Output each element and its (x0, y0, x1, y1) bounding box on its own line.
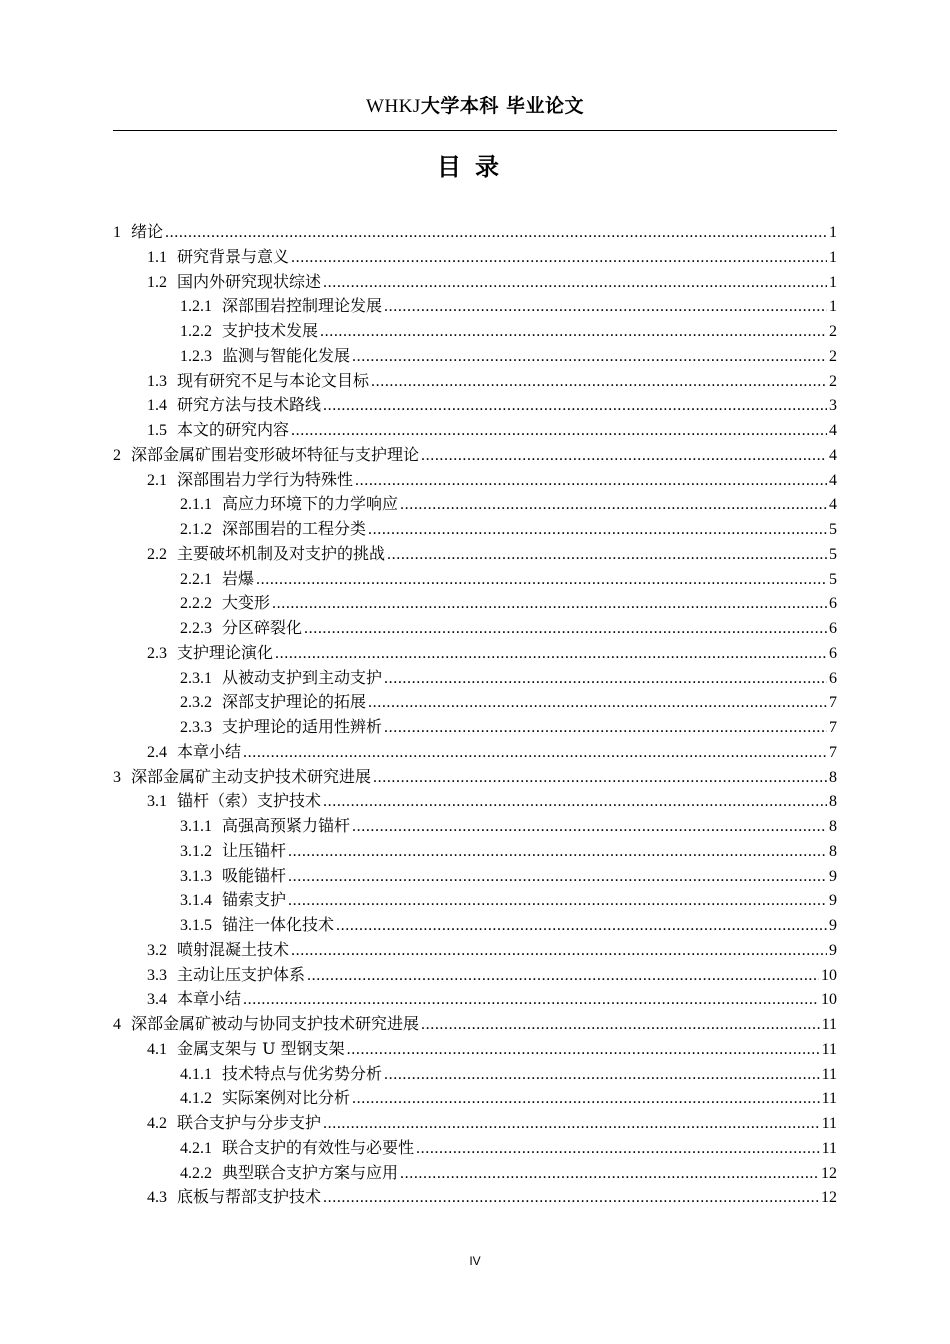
toc-entry-page: 4 (829, 471, 837, 489)
toc-entry-page: 8 (829, 818, 837, 835)
toc-entry[interactable] (113, 567, 837, 592)
toc-entry[interactable] (113, 1012, 837, 1037)
header-rule (113, 130, 837, 131)
toc-entry[interactable] (113, 963, 837, 988)
toc-entry[interactable] (113, 1161, 837, 1186)
toc-entry-page: 4 (829, 422, 837, 439)
toc-dot-leader (384, 1063, 820, 1088)
toc-dot-leader (243, 741, 827, 766)
toc-entry-title: 实际案例对比分析 (222, 1088, 351, 1108)
toc-entry[interactable] (113, 294, 837, 319)
toc-entry-number: 2.3.3 (180, 719, 212, 736)
toc-entry-title: 深部围岩控制理论发展 (222, 296, 383, 316)
toc-entry-number: 1.4 (147, 397, 167, 415)
toc-dot-leader (355, 469, 827, 494)
toc-dot-leader (275, 642, 827, 667)
toc-entry-page: 5 (829, 545, 837, 563)
toc-entry-title: 让压锚杆 (222, 840, 287, 860)
toc-entry-title: 支护理论演化 (177, 642, 274, 662)
toc-title: 目录 (437, 153, 513, 181)
toc-entry-title: 支护技术发展 (222, 321, 319, 340)
toc-entry-page: 7 (829, 694, 837, 712)
toc-entry[interactable] (113, 270, 837, 295)
toc-entry-page: 9 (829, 941, 837, 959)
toc-entry-title: 联合支护与分步支护 (177, 1113, 322, 1132)
toc-entry-page: 6 (829, 669, 837, 687)
toc-dot-leader (256, 568, 827, 593)
toc-entry-title: 绪论 (131, 222, 164, 241)
toc-entry-page: 9 (829, 892, 837, 910)
toc-entry[interactable] (113, 641, 837, 666)
toc-entry[interactable] (113, 938, 837, 963)
toc-entry[interactable] (113, 591, 837, 616)
toc-entry[interactable] (113, 987, 837, 1012)
toc-entry-number: 3.1.3 (180, 867, 212, 885)
toc-entry-title: 锚索支护 (222, 890, 287, 910)
toc-entry-title: 监测与智能化发展 (222, 345, 351, 365)
toc-entry-page: 1 (829, 273, 837, 291)
toc-dot-leader (272, 592, 827, 617)
toc-entry-number: 2.3.1 (180, 669, 212, 687)
toc-entry-page: 5 (829, 570, 837, 588)
toc-entry[interactable] (113, 492, 837, 517)
toc-entry-number: 4.1.1 (180, 1065, 212, 1083)
toc-entry-number: 1.5 (147, 422, 167, 439)
toc-entry-number: 4.2.1 (180, 1139, 212, 1157)
toc-entry-title: 锚杆（索）支护技术 (177, 791, 322, 811)
toc-entry-number: 3 (113, 768, 121, 786)
toc-entry-page: 2 (829, 323, 837, 340)
toc-dot-leader (400, 1162, 819, 1187)
toc-entry[interactable] (113, 1111, 837, 1136)
toc-entry-page: 6 (829, 620, 837, 637)
toc-dot-leader (421, 1013, 820, 1038)
toc-dot-leader (384, 667, 827, 692)
toc-entry-page: 11 (821, 1090, 837, 1108)
toc-dot-leader (291, 939, 827, 964)
toc-entry-number: 1.2.3 (180, 347, 212, 365)
toc-entry-title: 本章小结 (177, 741, 242, 761)
toc-entry-title: 国内外研究现状综述 (177, 271, 322, 291)
toc-entry[interactable] (113, 344, 837, 369)
toc-entry-number: 3.1.2 (180, 842, 212, 860)
toc-entry[interactable] (113, 1086, 837, 1111)
toc-dot-leader (352, 345, 827, 370)
toc-entry-title: 深部支护理论的拓展 (222, 692, 367, 712)
toc-entry-title: 技术特点与优劣势分析 (222, 1063, 383, 1083)
toc-entry[interactable] (113, 690, 837, 715)
toc-entry-title: 研究背景与意义 (177, 246, 290, 266)
toc-entry[interactable] (113, 715, 837, 740)
toc-entry-title: 现有研究不足与本论文目标 (177, 370, 370, 390)
toc-entry[interactable] (113, 245, 837, 270)
toc-entry-page: 12 (821, 1164, 837, 1182)
toc-entry-number: 3.1.1 (180, 818, 212, 835)
toc-entry[interactable] (113, 369, 837, 394)
toc-entry-number: 4.2.2 (180, 1164, 212, 1182)
toc-dot-leader (400, 493, 827, 518)
toc-entry-number: 2 (113, 446, 121, 464)
toc-entry-number: 2.2.2 (180, 595, 212, 613)
toc-entry-title: 研究方法与技术路线 (177, 395, 322, 415)
toc-entry[interactable] (113, 220, 837, 245)
toc-entry-page: 11 (821, 1065, 837, 1083)
toc-entry-page: 6 (829, 595, 837, 613)
toc-dot-leader (421, 444, 827, 469)
toc-entry[interactable] (113, 864, 837, 889)
toc-entry-title: 支护理论的适用性辨析 (222, 717, 383, 736)
toc-entry[interactable] (113, 616, 837, 641)
toc-entry-page: 1 (829, 224, 837, 241)
toc-entry-page: 4 (829, 446, 837, 464)
toc-dot-leader (368, 691, 827, 716)
toc-entry-number: 1.3 (147, 372, 167, 390)
toc-dot-leader (288, 840, 827, 865)
toc-entry-page: 10 (821, 991, 837, 1009)
toc-dot-leader (384, 295, 827, 320)
toc-entry-number: 2.1.1 (180, 496, 212, 514)
toc-entry-title: 主要破坏机制及对支护的挑战 (177, 543, 386, 563)
toc-entry-number: 4.3 (147, 1189, 167, 1207)
toc-entry-page: 4 (829, 496, 837, 514)
page-number: IV (469, 1254, 481, 1268)
header-latin: WHKJ (366, 96, 421, 117)
toc-entry-title: 岩爆 (222, 568, 255, 588)
toc-dot-leader (307, 964, 819, 989)
toc-entry-number: 3.1.4 (180, 892, 212, 910)
toc-entry-number: 2.2.3 (180, 620, 212, 637)
toc-entry[interactable] (113, 443, 837, 468)
toc-dot-leader (368, 518, 827, 543)
toc-entry-number: 1 (113, 224, 121, 241)
toc-entry-title: 金属支架与 U 型钢支架 (177, 1038, 345, 1058)
toc-entry-title: 底板与帮部支护技术 (177, 1187, 322, 1207)
toc-entry-number: 2.3 (147, 644, 167, 662)
toc-entry-number: 4.1.2 (180, 1090, 212, 1108)
toc-dot-leader (352, 815, 827, 840)
toc-entry-page: 9 (829, 867, 837, 885)
toc-dot-leader (373, 766, 827, 791)
toc-entry-title: 高强高预紧力锚杆 (222, 816, 351, 835)
toc-entry-number: 4 (113, 1016, 121, 1033)
toc-list (113, 220, 837, 1210)
toc-entry-title: 喷射混凝土技术 (177, 939, 290, 959)
toc-entry-page: 2 (829, 372, 837, 390)
toc-entry-title: 深部围岩力学行为特殊性 (177, 469, 354, 489)
toc-entry-number: 3.1.5 (180, 917, 212, 934)
toc-entry-title: 深部金属矿被动与协同支护技术研究进展 (131, 1014, 420, 1033)
toc-entry[interactable] (113, 888, 837, 913)
toc-dot-leader (347, 1038, 820, 1063)
toc-dot-leader (387, 543, 827, 568)
toc-entry-number: 3.4 (147, 991, 167, 1009)
toc-entry[interactable] (113, 1185, 837, 1210)
toc-entry-number: 3.3 (147, 966, 167, 984)
toc-entry-page: 11 (821, 1115, 837, 1132)
toc-entry-page: 1 (829, 248, 837, 266)
toc-entry-title: 从被动支护到主动支护 (222, 667, 383, 687)
toc-entry-number: 1.1 (147, 248, 167, 266)
toc-entry[interactable] (113, 1037, 837, 1062)
toc-entry-page: 7 (829, 719, 837, 736)
header-cjk: 大学本科 毕业论文 (420, 95, 584, 117)
toc-entry[interactable] (113, 913, 837, 938)
running-header (113, 94, 837, 119)
toc-entry[interactable] (113, 542, 837, 567)
toc-dot-leader (243, 988, 819, 1013)
toc-entry-title: 深部金属矿主动支护技术研究进展 (131, 766, 372, 786)
toc-entry-number: 2.3.2 (180, 694, 212, 712)
toc-entry-page: 7 (829, 743, 837, 761)
toc-dot-leader (165, 221, 827, 246)
toc-entry[interactable] (113, 418, 837, 443)
toc-dot-leader (323, 1186, 819, 1211)
toc-dot-leader (304, 617, 827, 642)
toc-entry-page: 6 (829, 644, 837, 662)
toc-entry-number: 1.2 (147, 273, 167, 291)
toc-entry[interactable] (113, 789, 837, 814)
toc-entry-page: 9 (829, 917, 837, 934)
toc-entry-page: 1 (829, 298, 837, 316)
toc-entry-page: 12 (821, 1189, 837, 1207)
toc-entry-number: 2.4 (147, 743, 167, 761)
toc-entry-title: 分区碎裂化 (222, 618, 303, 637)
toc-entry-number: 2.2 (147, 545, 167, 563)
toc-dot-leader (352, 1087, 820, 1112)
toc-dot-leader (323, 790, 827, 815)
toc-dot-leader (291, 246, 827, 271)
toc-entry-page: 8 (829, 842, 837, 860)
toc-entry-title: 高应力环境下的力学响应 (222, 494, 399, 514)
toc-entry[interactable] (113, 765, 837, 790)
toc-entry-title: 本文的研究内容 (177, 420, 290, 439)
toc-dot-leader (320, 320, 827, 345)
toc-dot-leader (291, 419, 827, 444)
toc-entry-number: 1.2.1 (180, 298, 212, 316)
toc-entry[interactable] (113, 393, 837, 418)
toc-entry-title: 吸能锚杆 (222, 865, 287, 885)
toc-entry-page: 11 (821, 1016, 837, 1033)
toc-entry[interactable] (113, 839, 837, 864)
toc-entry-title: 深部金属矿围岩变形破坏特征与支护理论 (131, 444, 420, 464)
toc-entry-page: 3 (829, 397, 837, 415)
toc-entry[interactable] (113, 517, 837, 542)
toc-entry[interactable] (113, 468, 837, 493)
toc-dot-leader (323, 1112, 820, 1137)
toc-entry-number: 1.2.2 (180, 323, 212, 340)
toc-entry[interactable] (113, 319, 837, 344)
toc-entry-number: 2.1.2 (180, 521, 212, 538)
toc-entry-number: 4.2 (147, 1115, 167, 1132)
toc-entry-number: 3.1 (147, 793, 167, 811)
toc-dot-leader (416, 1137, 820, 1162)
toc-entry-title: 深部围岩的工程分类 (222, 519, 367, 538)
toc-entry-page: 2 (829, 347, 837, 365)
toc-entry[interactable] (113, 740, 837, 765)
toc-entry-title: 典型联合支护方案与应用 (222, 1162, 399, 1182)
toc-entry[interactable] (113, 666, 837, 691)
toc-entry-title: 联合支护的有效性与必要性 (222, 1137, 415, 1157)
toc-dot-leader (288, 865, 827, 890)
toc-dot-leader (323, 394, 827, 419)
toc-dot-leader (384, 716, 827, 741)
toc-entry-title: 本章小结 (177, 989, 242, 1009)
toc-entry-page: 8 (829, 793, 837, 811)
toc-dot-leader (371, 370, 827, 395)
toc-entry-number: 2.1 (147, 471, 167, 489)
toc-entry-page: 11 (821, 1139, 837, 1157)
toc-entry-page: 8 (829, 768, 837, 786)
toc-entry-number: 2.2.1 (180, 570, 212, 588)
toc-entry-title: 锚注一体化技术 (222, 915, 335, 934)
toc-entry[interactable] (113, 814, 837, 839)
toc-entry-page: 5 (829, 521, 837, 538)
toc-entry-title: 大变形 (222, 593, 271, 613)
toc-entry[interactable] (113, 1136, 837, 1161)
toc-dot-leader (323, 271, 827, 296)
toc-dot-leader (336, 914, 827, 939)
toc-dot-leader (288, 889, 827, 914)
toc-entry[interactable] (113, 1062, 837, 1087)
toc-entry-page: 11 (821, 1040, 837, 1058)
toc-entry-number: 4.1 (147, 1040, 167, 1058)
toc-entry-number: 3.2 (147, 941, 167, 959)
toc-entry-page: 10 (821, 966, 837, 984)
toc-entry-title: 主动让压支护体系 (177, 964, 306, 984)
